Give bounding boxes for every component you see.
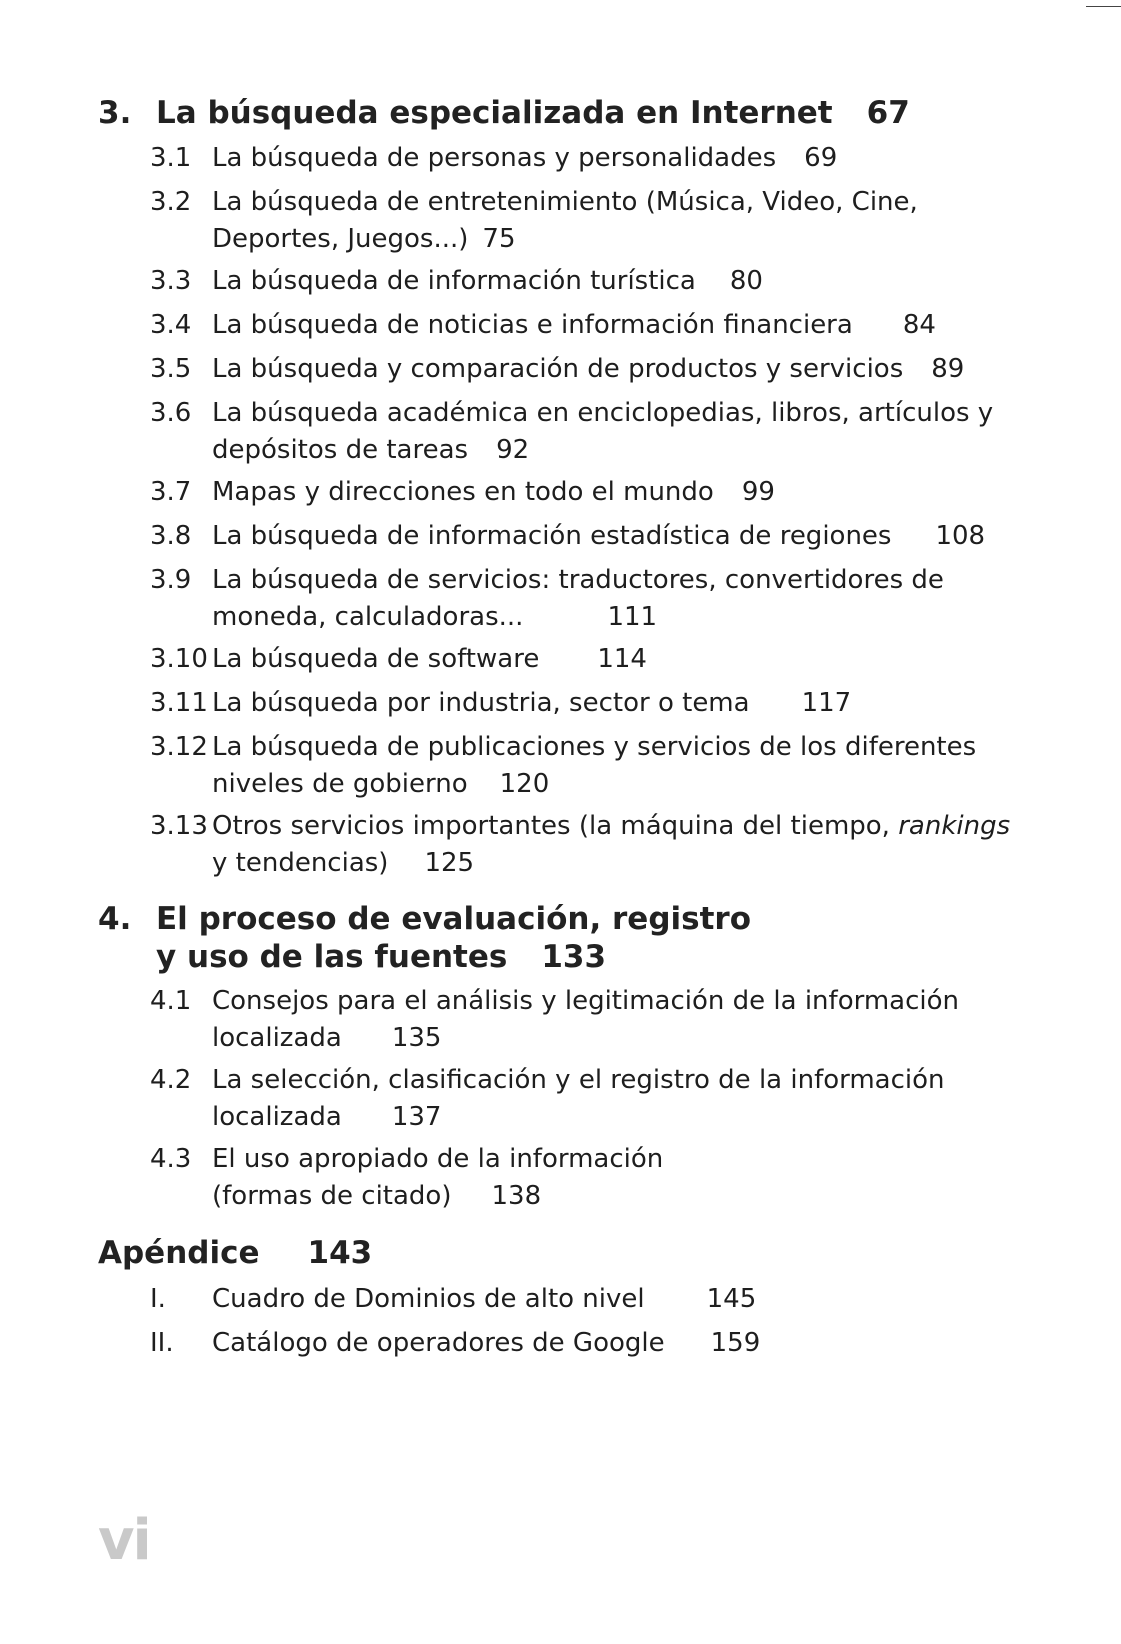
toc-entry-3-3 [150,263,1010,300]
page-number: 143 [307,1235,373,1271]
chapter-4-heading [98,900,751,976]
entry-number: 3.5 [150,354,192,384]
page-number: 108 [935,521,986,551]
entry-title: La búsqueda de personas y personalidades [212,143,777,173]
appendix-title: Apéndice [98,1235,260,1271]
chapter-3-heading [98,94,910,132]
toc-entry-appendix-ii [150,1325,1010,1362]
toc-entry-3-13 [150,808,1010,882]
crop-mark [1086,6,1121,7]
page-number: 159 [710,1328,761,1358]
toc-entry-3-8 [150,518,1010,555]
page-number: 89 [931,354,965,384]
entry-number: 3.13 [150,811,208,841]
entry-number: 4.1 [150,986,192,1016]
entry-title: Cuadro de Dominios de alto nivel [212,1284,645,1314]
chapter-number: 4. [98,901,132,937]
toc-entry-4-3 [150,1141,1010,1215]
entry-number: 3.12 [150,732,208,762]
chapter-title: El proceso de evaluación, registro [156,901,752,937]
page-number: 75 [482,224,516,254]
toc-entry-3-9 [150,562,1010,636]
toc-entry-4-1 [150,983,1010,1057]
entry-title: La búsqueda académica en enciclopedias, libros, artículos y [212,398,994,428]
entry-title-continued: (formas de citado) [212,1181,452,1211]
page-number: 92 [496,435,530,465]
entry-number: 3.10 [150,644,208,674]
page-number: 133 [541,939,607,975]
page-number: 67 [866,95,910,131]
toc-entry-3-12 [150,729,1010,803]
entry-title: La búsqueda de información turística [212,266,696,296]
toc-entry-3-2 [150,184,1010,258]
page-folio: vi [98,1508,150,1573]
page-number: 120 [499,769,550,799]
page-number: 99 [741,477,775,507]
toc-entry-3-10 [150,641,1010,678]
entry-title: La búsqueda de entretenimiento (Música, Video, Cine, [212,187,918,217]
page-number: 145 [706,1284,757,1314]
page-number: 117 [801,688,852,718]
entry-title: El uso apropiado de la información [212,1144,664,1174]
chapter-number: 3. [98,95,132,131]
entry-title: Mapas y direcciones en todo el mundo [212,477,714,507]
page-number: 69 [804,143,838,173]
entry-number: I. [150,1284,166,1314]
entry-title: La búsqueda de noticias e información financiera [212,310,853,340]
page-number: 138 [491,1181,542,1211]
entry-title-continued: localizada [212,1023,342,1053]
page-number: 137 [391,1102,442,1132]
entry-title: La búsqueda y comparación de productos y servicios [212,354,904,384]
page-number: 80 [729,266,763,296]
toc-entry-3-11 [150,685,1010,722]
entry-title: Otros servicios importantes (la máquina del tiempo, [212,811,890,841]
appendix-heading [98,1234,372,1272]
entry-title-continued: niveles de gobierno [212,769,468,799]
page-number: 114 [597,644,647,674]
entry-title-continued: localizada [212,1102,342,1132]
entry-title: La selección, clasificación y el registro de la información [212,1065,945,1095]
toc-entry-3-5 [150,351,1010,388]
entry-number: 3.7 [150,477,192,507]
entry-number: 3.1 [150,143,192,173]
entry-title-continued: y tendencias) [212,848,389,878]
entry-number: 3.3 [150,266,192,296]
entry-title: La búsqueda de información estadística de regiones [212,521,892,551]
entry-title: La búsqueda de publicaciones y servicios de los diferentes [212,732,977,762]
entry-title: La búsqueda de software [212,644,540,674]
toc-entry-appendix-i [150,1281,1010,1318]
entry-title: La búsqueda por industria, sector o tema [212,688,750,718]
toc-entry-3-4 [150,307,1010,344]
toc-entry-3-7 [150,474,1010,511]
entry-number: 3.2 [150,187,192,217]
entry-title-continued: moneda, calculadoras... [212,602,524,632]
entry-number: 3.6 [150,398,192,428]
page-number: 125 [424,848,475,878]
entry-title: La búsqueda de servicios: traductores, convertidores de [212,565,944,595]
entry-title: Catálogo de operadores de Google [212,1328,665,1358]
entry-title-continued: depósitos de tareas [212,435,469,465]
toc-entry-3-1 [150,140,1010,177]
chapter-title: La búsqueda especializada en Internet [156,95,833,131]
entry-number: II. [150,1328,174,1358]
entry-title: Consejos para el análisis y legitimación de la información [212,986,959,1016]
toc-entry-3-6 [150,395,1010,469]
toc-entry-4-2 [150,1062,1010,1136]
entry-number: 3.9 [150,565,192,595]
page-number: 111 [607,602,658,632]
entry-title-italic: rankings [898,811,1011,841]
entry-number: 3.8 [150,521,192,551]
entry-number: 3.4 [150,310,192,340]
chapter-title-continued: y uso de las fuentes [156,939,508,975]
entry-title-continued: Deportes, Juegos...) [212,224,469,254]
entry-number: 4.2 [150,1065,192,1095]
page-number: 84 [902,310,936,340]
page-number: 135 [391,1023,442,1053]
entry-number: 4.3 [150,1144,192,1174]
entry-number: 3.11 [150,688,208,718]
